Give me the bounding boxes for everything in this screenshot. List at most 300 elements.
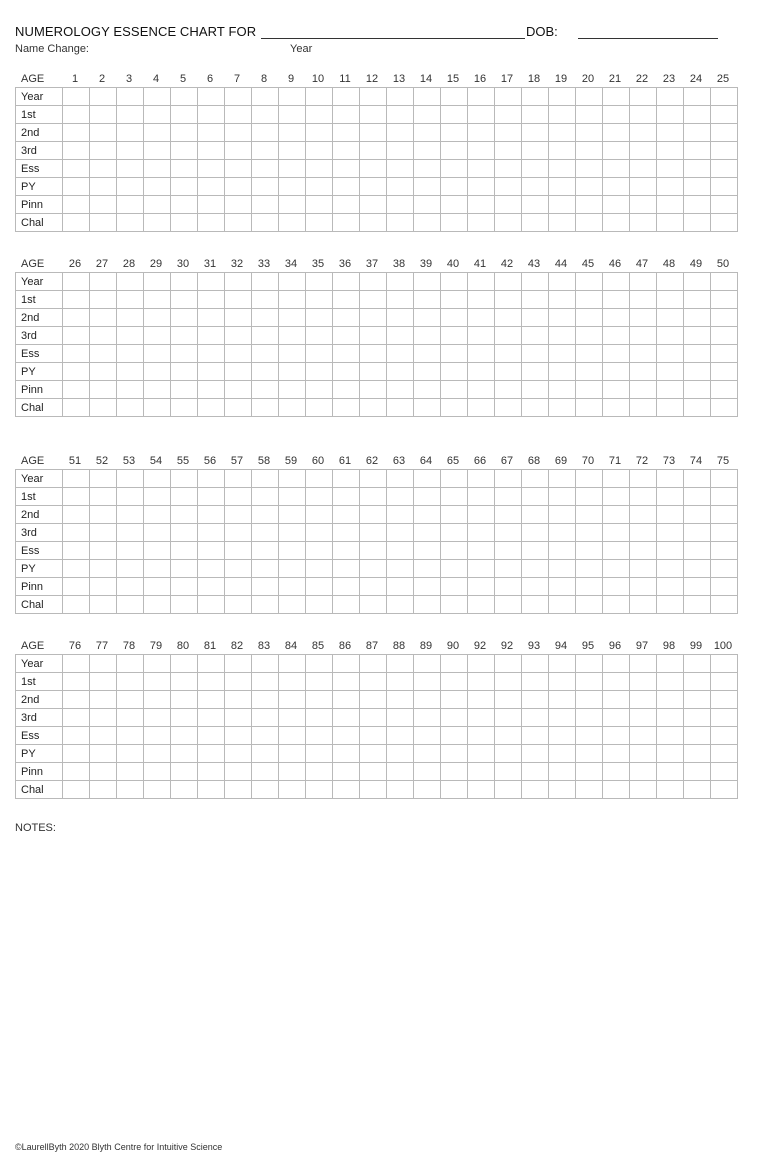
- grid-cell[interactable]: [441, 363, 468, 381]
- grid-cell[interactable]: [90, 363, 117, 381]
- grid-cell[interactable]: [441, 691, 468, 709]
- grid-cell[interactable]: [225, 560, 252, 578]
- grid-cell[interactable]: [468, 709, 495, 727]
- grid-cell[interactable]: [441, 178, 468, 196]
- grid-cell[interactable]: [603, 470, 630, 488]
- grid-cell[interactable]: [603, 745, 630, 763]
- grid-cell[interactable]: [657, 781, 684, 799]
- grid-cell[interactable]: [252, 709, 279, 727]
- grid-cell[interactable]: [630, 727, 657, 745]
- grid-cell[interactable]: [414, 291, 441, 309]
- grid-cell[interactable]: [117, 506, 144, 524]
- grid-cell[interactable]: [198, 142, 225, 160]
- grid-cell[interactable]: [63, 291, 90, 309]
- grid-cell[interactable]: [630, 214, 657, 232]
- grid-cell[interactable]: [360, 363, 387, 381]
- grid-cell[interactable]: [63, 655, 90, 673]
- grid-cell[interactable]: [441, 291, 468, 309]
- grid-cell[interactable]: [252, 345, 279, 363]
- grid-cell[interactable]: [63, 488, 90, 506]
- grid-cell[interactable]: [225, 399, 252, 417]
- grid-cell[interactable]: [441, 727, 468, 745]
- grid-cell[interactable]: [252, 488, 279, 506]
- grid-cell[interactable]: [279, 470, 306, 488]
- grid-cell[interactable]: [144, 506, 171, 524]
- grid-cell[interactable]: [333, 106, 360, 124]
- grid-cell[interactable]: [387, 214, 414, 232]
- grid-cell[interactable]: [387, 578, 414, 596]
- grid-cell[interactable]: [252, 691, 279, 709]
- grid-cell[interactable]: [630, 709, 657, 727]
- grid-cell[interactable]: [144, 727, 171, 745]
- grid-cell[interactable]: [414, 160, 441, 178]
- grid-cell[interactable]: [63, 745, 90, 763]
- grid-cell[interactable]: [657, 673, 684, 691]
- grid-cell[interactable]: [225, 781, 252, 799]
- grid-cell[interactable]: [279, 524, 306, 542]
- grid-cell[interactable]: [414, 655, 441, 673]
- grid-cell[interactable]: [90, 560, 117, 578]
- grid-cell[interactable]: [441, 273, 468, 291]
- grid-cell[interactable]: [198, 560, 225, 578]
- grid-cell[interactable]: [360, 560, 387, 578]
- grid-cell[interactable]: [360, 124, 387, 142]
- grid-cell[interactable]: [495, 524, 522, 542]
- grid-cell[interactable]: [576, 781, 603, 799]
- grid-cell[interactable]: [522, 214, 549, 232]
- grid-cell[interactable]: [306, 363, 333, 381]
- grid-cell[interactable]: [603, 214, 630, 232]
- grid-cell[interactable]: [414, 560, 441, 578]
- grid-cell[interactable]: [576, 363, 603, 381]
- grid-cell[interactable]: [117, 781, 144, 799]
- grid-cell[interactable]: [657, 506, 684, 524]
- grid-cell[interactable]: [225, 214, 252, 232]
- grid-cell[interactable]: [684, 470, 711, 488]
- grid-cell[interactable]: [576, 542, 603, 560]
- grid-cell[interactable]: [252, 142, 279, 160]
- grid-cell[interactable]: [279, 363, 306, 381]
- grid-cell[interactable]: [306, 381, 333, 399]
- grid-cell[interactable]: [306, 214, 333, 232]
- grid-cell[interactable]: [63, 196, 90, 214]
- grid-cell[interactable]: [495, 399, 522, 417]
- grid-cell[interactable]: [630, 578, 657, 596]
- grid-cell[interactable]: [225, 488, 252, 506]
- grid-cell[interactable]: [414, 124, 441, 142]
- grid-cell[interactable]: [387, 488, 414, 506]
- grid-cell[interactable]: [495, 160, 522, 178]
- grid-cell[interactable]: [657, 524, 684, 542]
- grid-cell[interactable]: [279, 578, 306, 596]
- grid-cell[interactable]: [387, 470, 414, 488]
- grid-cell[interactable]: [63, 691, 90, 709]
- grid-cell[interactable]: [576, 470, 603, 488]
- grid-cell[interactable]: [333, 542, 360, 560]
- grid-cell[interactable]: [495, 691, 522, 709]
- grid-cell[interactable]: [171, 291, 198, 309]
- grid-cell[interactable]: [306, 399, 333, 417]
- grid-cell[interactable]: [360, 196, 387, 214]
- grid-cell[interactable]: [657, 381, 684, 399]
- grid-cell[interactable]: [198, 673, 225, 691]
- grid-cell[interactable]: [117, 291, 144, 309]
- grid-cell[interactable]: [468, 596, 495, 614]
- grid-cell[interactable]: [252, 327, 279, 345]
- grid-cell[interactable]: [306, 691, 333, 709]
- grid-cell[interactable]: [279, 214, 306, 232]
- grid-cell[interactable]: [684, 291, 711, 309]
- grid-cell[interactable]: [90, 781, 117, 799]
- grid-cell[interactable]: [630, 655, 657, 673]
- grid-cell[interactable]: [414, 691, 441, 709]
- grid-cell[interactable]: [522, 727, 549, 745]
- grid-cell[interactable]: [252, 381, 279, 399]
- grid-cell[interactable]: [576, 196, 603, 214]
- grid-cell[interactable]: [549, 578, 576, 596]
- grid-cell[interactable]: [387, 691, 414, 709]
- grid-cell[interactable]: [549, 178, 576, 196]
- grid-cell[interactable]: [603, 506, 630, 524]
- grid-cell[interactable]: [90, 524, 117, 542]
- grid-cell[interactable]: [684, 781, 711, 799]
- grid-cell[interactable]: [441, 763, 468, 781]
- grid-cell[interactable]: [387, 560, 414, 578]
- grid-cell[interactable]: [387, 745, 414, 763]
- grid-cell[interactable]: [279, 196, 306, 214]
- grid-cell[interactable]: [171, 160, 198, 178]
- grid-cell[interactable]: [252, 763, 279, 781]
- grid-cell[interactable]: [630, 160, 657, 178]
- grid-cell[interactable]: [495, 506, 522, 524]
- grid-cell[interactable]: [117, 309, 144, 327]
- grid-cell[interactable]: [171, 399, 198, 417]
- grid-cell[interactable]: [171, 560, 198, 578]
- grid-cell[interactable]: [117, 363, 144, 381]
- grid-cell[interactable]: [333, 578, 360, 596]
- grid-cell[interactable]: [468, 345, 495, 363]
- grid-cell[interactable]: [657, 596, 684, 614]
- grid-cell[interactable]: [225, 345, 252, 363]
- grid-cell[interactable]: [387, 178, 414, 196]
- grid-cell[interactable]: [144, 673, 171, 691]
- grid-cell[interactable]: [117, 196, 144, 214]
- grid-cell[interactable]: [549, 273, 576, 291]
- grid-cell[interactable]: [441, 399, 468, 417]
- grid-cell[interactable]: [387, 363, 414, 381]
- grid-cell[interactable]: [441, 524, 468, 542]
- grid-cell[interactable]: [144, 399, 171, 417]
- grid-cell[interactable]: [360, 273, 387, 291]
- grid-cell[interactable]: [414, 506, 441, 524]
- grid-cell[interactable]: [198, 745, 225, 763]
- grid-cell[interactable]: [360, 88, 387, 106]
- grid-cell[interactable]: [522, 781, 549, 799]
- grid-cell[interactable]: [171, 542, 198, 560]
- grid-cell[interactable]: [144, 709, 171, 727]
- grid-cell[interactable]: [387, 655, 414, 673]
- grid-cell[interactable]: [117, 327, 144, 345]
- grid-cell[interactable]: [279, 399, 306, 417]
- grid-cell[interactable]: [225, 178, 252, 196]
- grid-cell[interactable]: [684, 709, 711, 727]
- grid-cell[interactable]: [198, 214, 225, 232]
- grid-cell[interactable]: [603, 524, 630, 542]
- grid-cell[interactable]: [603, 273, 630, 291]
- grid-cell[interactable]: [630, 596, 657, 614]
- grid-cell[interactable]: [171, 273, 198, 291]
- grid-cell[interactable]: [468, 763, 495, 781]
- grid-cell[interactable]: [198, 763, 225, 781]
- grid-cell[interactable]: [306, 160, 333, 178]
- grid-cell[interactable]: [549, 781, 576, 799]
- grid-cell[interactable]: [360, 542, 387, 560]
- grid-cell[interactable]: [603, 196, 630, 214]
- grid-cell[interactable]: [684, 106, 711, 124]
- grid-cell[interactable]: [279, 345, 306, 363]
- grid-cell[interactable]: [630, 781, 657, 799]
- grid-cell[interactable]: [414, 178, 441, 196]
- grid-cell[interactable]: [279, 542, 306, 560]
- grid-cell[interactable]: [90, 309, 117, 327]
- grid-cell[interactable]: [198, 345, 225, 363]
- grid-cell[interactable]: [306, 142, 333, 160]
- grid-cell[interactable]: [603, 399, 630, 417]
- grid-cell[interactable]: [333, 214, 360, 232]
- grid-cell[interactable]: [279, 309, 306, 327]
- grid-cell[interactable]: [225, 578, 252, 596]
- grid-cell[interactable]: [549, 160, 576, 178]
- grid-cell[interactable]: [495, 673, 522, 691]
- grid-cell[interactable]: [549, 345, 576, 363]
- grid-cell[interactable]: [495, 327, 522, 345]
- grid-cell[interactable]: [387, 196, 414, 214]
- grid-cell[interactable]: [171, 655, 198, 673]
- grid-cell[interactable]: [414, 763, 441, 781]
- grid-cell[interactable]: [630, 178, 657, 196]
- grid-cell[interactable]: [549, 363, 576, 381]
- grid-cell[interactable]: [225, 727, 252, 745]
- grid-cell[interactable]: [414, 781, 441, 799]
- grid-cell[interactable]: [90, 691, 117, 709]
- grid-cell[interactable]: [657, 88, 684, 106]
- grid-cell[interactable]: [684, 160, 711, 178]
- grid-cell[interactable]: [306, 345, 333, 363]
- grid-cell[interactable]: [333, 160, 360, 178]
- grid-cell[interactable]: [279, 160, 306, 178]
- grid-cell[interactable]: [522, 196, 549, 214]
- grid-cell[interactable]: [603, 727, 630, 745]
- grid-cell[interactable]: [684, 178, 711, 196]
- grid-cell[interactable]: [306, 273, 333, 291]
- grid-cell[interactable]: [684, 655, 711, 673]
- grid-cell[interactable]: [225, 596, 252, 614]
- grid-cell[interactable]: [495, 578, 522, 596]
- grid-cell[interactable]: [711, 524, 738, 542]
- grid-cell[interactable]: [711, 488, 738, 506]
- grid-cell[interactable]: [684, 542, 711, 560]
- grid-cell[interactable]: [522, 691, 549, 709]
- grid-cell[interactable]: [333, 470, 360, 488]
- grid-cell[interactable]: [225, 273, 252, 291]
- grid-cell[interactable]: [603, 488, 630, 506]
- grid-cell[interactable]: [387, 524, 414, 542]
- grid-cell[interactable]: [630, 124, 657, 142]
- grid-cell[interactable]: [333, 381, 360, 399]
- grid-cell[interactable]: [198, 124, 225, 142]
- grid-cell[interactable]: [63, 763, 90, 781]
- grid-cell[interactable]: [522, 399, 549, 417]
- grid-cell[interactable]: [549, 399, 576, 417]
- grid-cell[interactable]: [522, 470, 549, 488]
- grid-cell[interactable]: [603, 160, 630, 178]
- grid-cell[interactable]: [468, 178, 495, 196]
- grid-cell[interactable]: [549, 470, 576, 488]
- grid-cell[interactable]: [333, 488, 360, 506]
- grid-cell[interactable]: [711, 763, 738, 781]
- grid-cell[interactable]: [603, 560, 630, 578]
- grid-cell[interactable]: [657, 214, 684, 232]
- grid-cell[interactable]: [495, 655, 522, 673]
- grid-cell[interactable]: [117, 345, 144, 363]
- grid-cell[interactable]: [306, 727, 333, 745]
- grid-cell[interactable]: [657, 106, 684, 124]
- grid-cell[interactable]: [549, 673, 576, 691]
- grid-cell[interactable]: [387, 727, 414, 745]
- grid-cell[interactable]: [414, 524, 441, 542]
- grid-cell[interactable]: [279, 124, 306, 142]
- grid-cell[interactable]: [360, 578, 387, 596]
- dob-blank-line[interactable]: [578, 38, 718, 39]
- grid-cell[interactable]: [171, 363, 198, 381]
- grid-cell[interactable]: [90, 727, 117, 745]
- grid-cell[interactable]: [279, 178, 306, 196]
- grid-cell[interactable]: [711, 727, 738, 745]
- grid-cell[interactable]: [252, 470, 279, 488]
- grid-cell[interactable]: [711, 381, 738, 399]
- grid-cell[interactable]: [711, 655, 738, 673]
- grid-cell[interactable]: [360, 309, 387, 327]
- grid-cell[interactable]: [657, 691, 684, 709]
- grid-cell[interactable]: [90, 160, 117, 178]
- grid-cell[interactable]: [657, 542, 684, 560]
- grid-cell[interactable]: [360, 524, 387, 542]
- grid-cell[interactable]: [630, 196, 657, 214]
- grid-cell[interactable]: [333, 524, 360, 542]
- grid-cell[interactable]: [225, 381, 252, 399]
- grid-cell[interactable]: [495, 709, 522, 727]
- grid-cell[interactable]: [144, 273, 171, 291]
- grid-cell[interactable]: [387, 506, 414, 524]
- grid-cell[interactable]: [630, 560, 657, 578]
- grid-cell[interactable]: [495, 363, 522, 381]
- grid-cell[interactable]: [279, 327, 306, 345]
- grid-cell[interactable]: [144, 142, 171, 160]
- grid-cell[interactable]: [171, 524, 198, 542]
- grid-cell[interactable]: [468, 309, 495, 327]
- grid-cell[interactable]: [171, 763, 198, 781]
- grid-cell[interactable]: [657, 709, 684, 727]
- grid-cell[interactable]: [495, 214, 522, 232]
- grid-cell[interactable]: [90, 763, 117, 781]
- grid-cell[interactable]: [144, 345, 171, 363]
- grid-cell[interactable]: [630, 399, 657, 417]
- grid-cell[interactable]: [225, 291, 252, 309]
- grid-cell[interactable]: [63, 673, 90, 691]
- grid-cell[interactable]: [495, 345, 522, 363]
- grid-cell[interactable]: [495, 781, 522, 799]
- grid-cell[interactable]: [549, 745, 576, 763]
- grid-cell[interactable]: [657, 488, 684, 506]
- grid-cell[interactable]: [657, 327, 684, 345]
- grid-cell[interactable]: [522, 327, 549, 345]
- grid-cell[interactable]: [63, 727, 90, 745]
- grid-cell[interactable]: [306, 524, 333, 542]
- grid-cell[interactable]: [711, 399, 738, 417]
- grid-cell[interactable]: [414, 106, 441, 124]
- grid-cell[interactable]: [549, 560, 576, 578]
- grid-cell[interactable]: [306, 178, 333, 196]
- grid-cell[interactable]: [333, 178, 360, 196]
- grid-cell[interactable]: [198, 196, 225, 214]
- grid-cell[interactable]: [549, 327, 576, 345]
- grid-cell[interactable]: [711, 309, 738, 327]
- grid-cell[interactable]: [333, 291, 360, 309]
- grid-cell[interactable]: [144, 578, 171, 596]
- grid-cell[interactable]: [441, 142, 468, 160]
- grid-cell[interactable]: [603, 781, 630, 799]
- grid-cell[interactable]: [684, 578, 711, 596]
- grid-cell[interactable]: [117, 524, 144, 542]
- grid-cell[interactable]: [252, 542, 279, 560]
- grid-cell[interactable]: [630, 345, 657, 363]
- grid-cell[interactable]: [360, 381, 387, 399]
- grid-cell[interactable]: [225, 88, 252, 106]
- grid-cell[interactable]: [252, 178, 279, 196]
- grid-cell[interactable]: [495, 542, 522, 560]
- grid-cell[interactable]: [198, 488, 225, 506]
- grid-cell[interactable]: [90, 345, 117, 363]
- grid-cell[interactable]: [279, 596, 306, 614]
- grid-cell[interactable]: [90, 327, 117, 345]
- grid-cell[interactable]: [468, 106, 495, 124]
- grid-cell[interactable]: [279, 673, 306, 691]
- grid-cell[interactable]: [576, 178, 603, 196]
- grid-cell[interactable]: [333, 709, 360, 727]
- grid-cell[interactable]: [360, 745, 387, 763]
- grid-cell[interactable]: [144, 160, 171, 178]
- grid-cell[interactable]: [63, 709, 90, 727]
- grid-cell[interactable]: [711, 88, 738, 106]
- grid-cell[interactable]: [144, 363, 171, 381]
- grid-cell[interactable]: [360, 488, 387, 506]
- grid-cell[interactable]: [279, 745, 306, 763]
- grid-cell[interactable]: [144, 524, 171, 542]
- grid-cell[interactable]: [630, 309, 657, 327]
- grid-cell[interactable]: [495, 763, 522, 781]
- grid-cell[interactable]: [198, 381, 225, 399]
- grid-cell[interactable]: [198, 596, 225, 614]
- grid-cell[interactable]: [63, 309, 90, 327]
- grid-cell[interactable]: [522, 673, 549, 691]
- grid-cell[interactable]: [711, 709, 738, 727]
- grid-cell[interactable]: [549, 596, 576, 614]
- grid-cell[interactable]: [171, 488, 198, 506]
- grid-cell[interactable]: [117, 691, 144, 709]
- grid-cell[interactable]: [603, 763, 630, 781]
- grid-cell[interactable]: [117, 655, 144, 673]
- grid-cell[interactable]: [387, 327, 414, 345]
